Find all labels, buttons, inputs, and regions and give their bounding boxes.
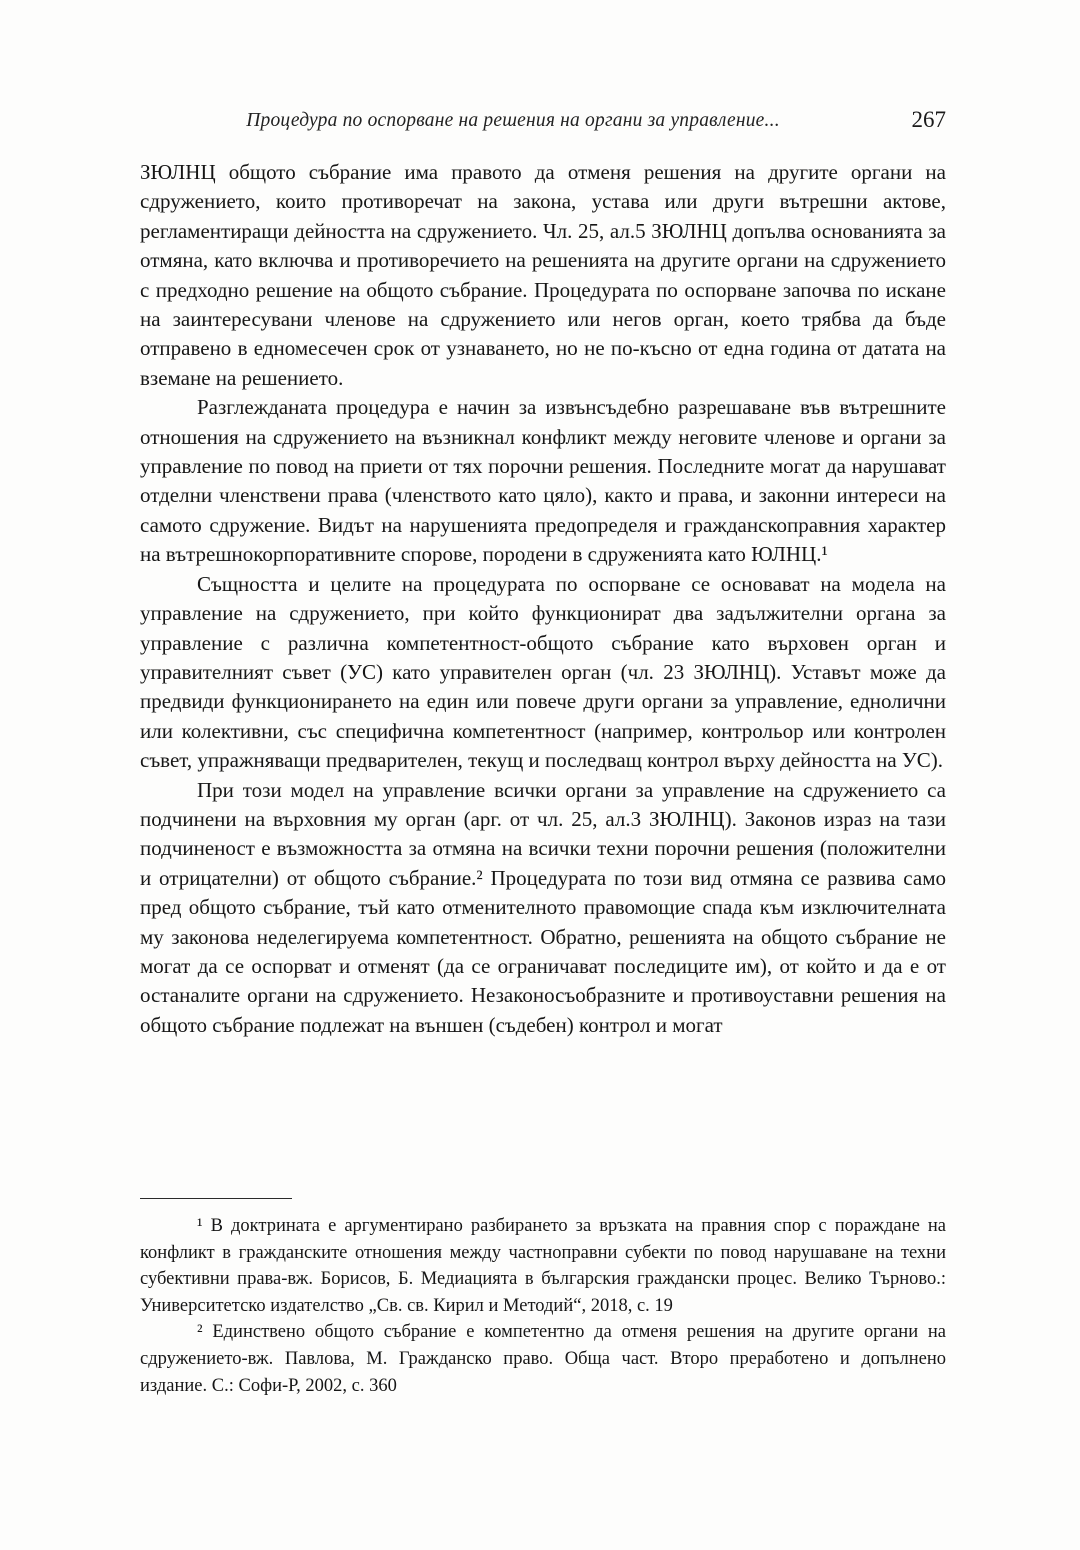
body-paragraph: Същността и целите на процедурата по оспорване се основават на модела на управление на сдружението, при който функционират два задължителни органа за управление с различна компетентност-общото събрание като върховен орган и управителният съвет (УС) като управителен орган (чл. 23 ЗЮЛНЦ). Уставът може да предвиди функционирането на един или повече други органи за управление, еднолични или колективни, със специфична компетентност (например, контрольор или контролен съвет, упражняващи предварителен, текущ и последващ контрол върху дейността на УС).	[140, 571, 946, 773]
running-title: Процедура по оспорване на решения на органи за управление...	[246, 110, 780, 131]
body-paragraph: При този модел на управление всички органи за управление на сдружението са подчинени на върховния му орган (арг. от чл. 25, ал.3 ЗЮЛНЦ). Законов израз на тази подчиненост е възможността за отмяна на всички техни порочни решения (положителни и отрицателни) от общото събрание.² Процедурата по този вид отмяна се развива само пред общото събрание, тъй като отменителното правомощие спада към изключителната му законова неделегируема компетентност. Обратно, решенията на общото събрание не могат да се оспорват и отменят (да се ограничават последиците им), от който и да е от останалите органи на сдружението. Незаконосъобразните и противоуставни решения на общото събрание подлежат на външен (съдебен) контрол и могат	[140, 777, 946, 1037]
footnote-divider	[140, 1198, 292, 1199]
page-number: 267	[911, 107, 946, 132]
body-text	[140, 158, 946, 1040]
footnote-item: ² Единствено общото събрание е компетентно да отменя решения на другите органи на сдружението-вж. Павлова, М. Гражданско право. Обща част. Второ преработено и допълнено издание. С.: Софи-Р, 2002, с. 360	[140, 1322, 946, 1396]
body-paragraph: Разглежданата процедура е начин за извънсъдебно разрешаване във вътрешните отношения на сдружението на възникнал конфликт между неговите членове и органи за управление по повод на приети от тях порочни решения. Последните могат да нарушават отделни членствени права (членството като цяло), както и права, и законни интереси на самото сдружение. Видът на нарушенията предопределя и гражданскоправния характер на вътрешнокорпоративните спорове, породени в сдруженията като ЮЛНЦ.¹	[140, 395, 946, 567]
footnotes-section	[140, 1198, 946, 1399]
body-paragraph: ЗЮЛНЦ общото събрание има правото да отменя решения на другите органи на сдружението, които противоречат на закона, устава или други вътрешни актове, регламентиращи дейността на сдружението. Чл. 25, ал.5 ЗЮЛНЦ допълва основанията за отмяна, като включва и противоречието на решенията на другите органи на сдружението с предходно решение на общото събрание. Процедурата по оспорване започва по искане на заинтересувани членове на сдружението или негов орган, което трябва да бъде отправено в едномесечен срок от узнаването, но не по-късно от една година от датата на вземане на решението.	[140, 160, 946, 390]
page-header	[140, 107, 946, 142]
footnote-item: ¹ В доктрината е аргументирано разбирането за връзката на правния спор с пораждане на конфликт в гражданските отношения между частноправни субекти по повод нарушаване на техни субективни права-вж. Борисов, Б. Медиацията в българския граждански процес. Велико Търново.: Университетско издателство „Св. св. Кирил и Методий“, 2018, с. 19	[140, 1216, 946, 1316]
